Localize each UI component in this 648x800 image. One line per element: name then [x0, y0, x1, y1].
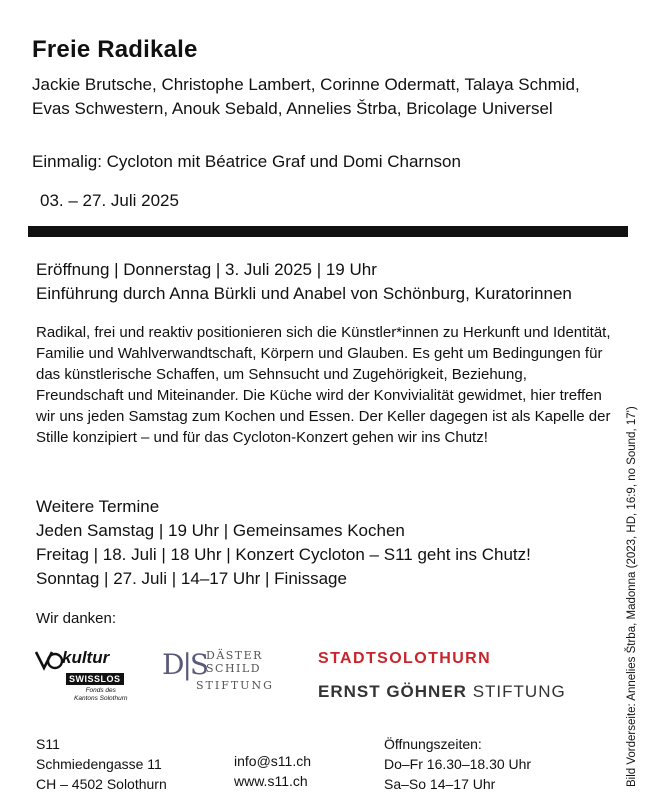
exhibition-dates: 03. – 27. Juli 2025 [40, 191, 179, 210]
daester-stiftung: STIFTUNG [196, 679, 274, 692]
daester-line: SCHILD [206, 662, 262, 675]
daester-schild-logo [162, 646, 292, 696]
hours-weekday: Do–Fr 16.30–18.30 Uhr [384, 756, 532, 772]
hours-weekend: Sa–So 14–17 Uhr [384, 776, 496, 792]
kultur-logo [34, 648, 144, 710]
ds-mark: D|S [162, 648, 208, 681]
opening-info [36, 258, 626, 306]
kultur-wordmark: kultur [62, 648, 110, 667]
page-title: Freie Radikale [32, 36, 198, 63]
description-text: Radikal, frei und reaktiv positionieren sich die Künstler*innen zu Herkunft und Identität, Familie und Wahlverwandtschaft, Körpern und Glauben. Es geht um Bedingungen für das künstlerische Schaffen, um Sehnsucht und Zugehörigkeit, Beziehung, Freundschaft und Miteinander. Die Küche wird der Konvivialität gewidmet, hier treffen wir uns jeden Samstag zum Kochen und Essen. Der Keller dagegen ist als Kapelle der Stille konzipiert – und für das Cycloton-Konzert gehen wir ins Chutz! [36, 324, 611, 446]
street-address: Schmiedengasse 11 [36, 756, 162, 772]
venue-name: S11 [36, 736, 60, 752]
fonds-line: Kantons Solothurn [74, 694, 128, 702]
kultur-mark-icon [34, 649, 64, 671]
opening-line: Eröffnung | Donnerstag | 3. Juli 2025 | 19 Uhr [36, 260, 377, 279]
artist-list: Jackie Brutsche, Christophe Lambert, Corinne Odermatt, Talaya Schmid, Evas Schwestern, Anouk Sebald, Annelies Štrba, Bricolage Universel [32, 75, 580, 118]
further-dates [36, 495, 626, 591]
stadt-solothurn-logo: STADTSOLOTHURN [318, 650, 492, 667]
date-item: Sonntag | 27. Juli | 14–17 Uhr | Finissage [36, 569, 347, 588]
hours-label: Öffnungszeiten: [384, 736, 482, 752]
hours-block [384, 734, 531, 794]
email-link[interactable]: info@s11.ch [234, 753, 311, 769]
swisslos-badge: SWISSLOS [66, 673, 124, 685]
date-item: Jeden Samstag | 19 Uhr | Gemeinsames Kochen [36, 521, 405, 540]
contact-block [234, 751, 311, 791]
goehner-stiftung: STIFTUNG [472, 682, 566, 701]
further-dates-heading: Weitere Termine [36, 497, 160, 516]
address-block [36, 734, 167, 794]
goehner-name: ERNST GÖHNER [318, 682, 467, 701]
image-credit: Bild Vorderseite: Annelies Štrba, Madonna (2023, HD, 16:9, no Sound, 17') [626, 406, 638, 787]
daester-name [206, 649, 263, 675]
special-event: Einmalig: Cycloton mit Béatrice Graf und Domi Charnson [32, 152, 461, 171]
city-address: CH – 4502 Solothurn [36, 776, 167, 792]
website-link[interactable]: www.s11.ch [234, 773, 308, 789]
divider-bar [28, 226, 628, 237]
thanks-label: Wir danken: [36, 610, 117, 627]
ernst-goehner-logo [318, 682, 566, 702]
fonds-line: Fonds des [85, 687, 116, 694]
date-item: Freitag | 18. Juli | 18 Uhr | Konzert Cycloton – S11 geht ins Chutz! [36, 545, 531, 564]
fonds-text [74, 687, 127, 702]
daester-line: DÄSTER [206, 649, 263, 662]
introduction-line: Einführung durch Anna Bürkli und Anabel von Schönburg, Kuratorinnen [36, 284, 572, 303]
